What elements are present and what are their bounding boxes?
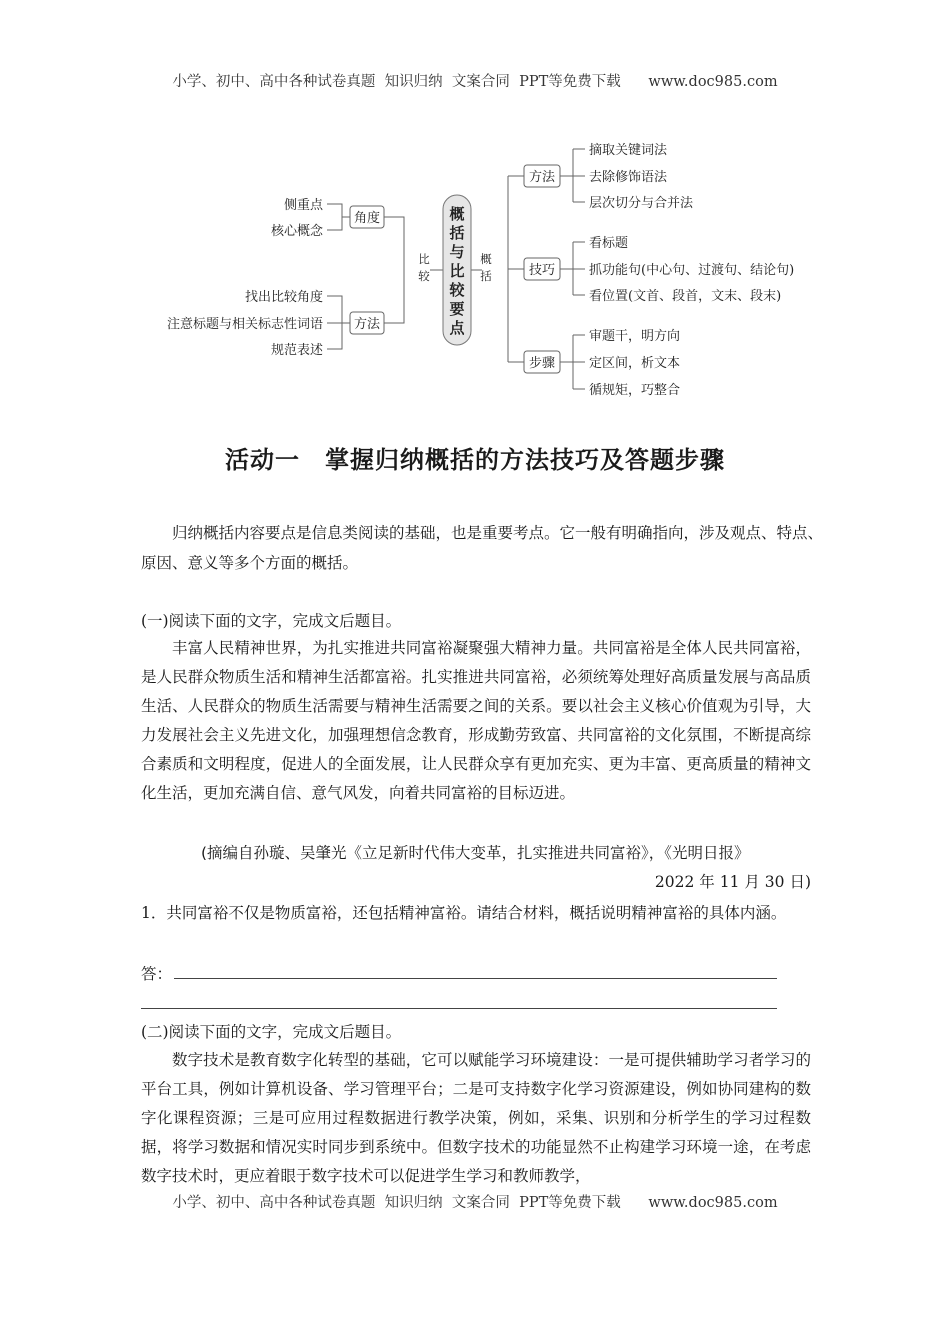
center-char: 比 <box>449 262 465 280</box>
part1-source: (摘编自孙璇、吴肇光《立足新时代伟大变革，扎实推进共同富裕》，《光明日报》 <box>201 844 750 862</box>
intro-paragraph: 归纳概括内容要点是信息类阅读的基础，也是重要考点。它一般有明确指向，涉及观点、特点、原因、意义等多个方面的概括。 <box>141 524 824 572</box>
right-item: 去除修饰语法 <box>589 170 668 185</box>
section-title: 活动一 掌握归纳概括的方法技巧及答题步骤 <box>225 446 725 474</box>
right-node-label: 技巧 <box>528 263 556 278</box>
header-site: www.doc985.com <box>648 74 778 90</box>
right-node-method <box>524 165 560 187</box>
part1-date: 2022 年 11 月 30 日) <box>654 873 811 891</box>
center-char: 较 <box>449 281 465 299</box>
answer-line-1[interactable] <box>174 978 777 979</box>
left-item: 核心概念 <box>270 224 323 239</box>
part2-passage: 数字技术是教育数字化转型的基础，它可以赋能学习环境建设：一是可提供辅助学习者学习的平台工具，例如计算机设备、学习管理平台；二是可支持数字化学习资源建设，例如协同建构的数字化课程资源；三是可应用过程数据进行教学决策，例如，采集、识别和分析学生的学习过程数据，将学习数据和情况实时同步到系统中。但数字技术的功能显然不止构建学习环境一途，在考虑数字技术时，更应着眼于数字技术可以促进学生学习和教师教学， <box>141 1051 811 1185</box>
part2-heading: (二)阅读下面的文字，完成文后题目。 <box>141 1023 402 1041</box>
left-item: 规范表述 <box>270 343 323 358</box>
right-item: 定区间，析文本 <box>589 356 681 371</box>
left-node-angle <box>350 206 384 228</box>
center-char: 要 <box>449 300 465 318</box>
footer-text: 小学、初中、高中各种试卷真题 知识归纳 文案合同 PPT等免费下载 <box>172 1195 621 1211</box>
center-char: 点 <box>449 319 465 337</box>
right-item: 循规矩，巧整合 <box>589 383 681 398</box>
left-node-label: 方法 <box>353 317 381 332</box>
connector-char: 概 <box>480 252 492 266</box>
center-char: 括 <box>449 224 465 242</box>
left-item: 侧重点 <box>283 198 323 213</box>
left-item: 找出比较角度 <box>244 290 323 305</box>
question-1: 1．共同富裕不仅是物质富裕，还包括精神富裕。请结合材料，概括说明精神富裕的具体内涵。 <box>141 904 787 922</box>
left-node-method <box>350 312 384 334</box>
connector-char: 比 <box>418 252 430 266</box>
right-item: 抓功能句(中心句、过渡句、结论句) <box>589 263 795 278</box>
footer-site: www.doc985.com <box>648 1195 778 1211</box>
page-footer <box>0 1191 950 1212</box>
answer-line-2[interactable] <box>141 1008 777 1009</box>
answer-label: 答： <box>141 965 173 983</box>
center-char: 与 <box>449 243 465 261</box>
page-header <box>0 70 950 91</box>
connector-char: 括 <box>480 269 492 283</box>
right-node-label: 步骤 <box>528 356 556 371</box>
part1-heading: (一)阅读下面的文字，完成文后题目。 <box>141 612 402 630</box>
right-node-technique <box>524 258 560 280</box>
part1-passage: 丰富人民精神世界，为扎实推进共同富裕凝聚强大精神力量。共同富裕是全体人民共同富裕，是人民群众物质生活和精神生活都富裕。扎实推进共同富裕，必须统筹处理好高质量发展与高品质生活、人民群众的物质生活需要与精神生活需要之间的关系。要以社会主义核心价值观为引导，大力发展社会主义先进文化，加强理想信念教育，形成勤劳致富、共同富裕的文化氛围，不断提高综合素质和文明程度，促进人的全面发展，让人民群众享有更加充实、更为丰富、更高质量的精神文化生活，更加充满自信、意气风发，向着共同富裕的目标迈进。 <box>141 639 811 802</box>
connector-char: 较 <box>418 269 430 283</box>
right-item: 层次切分与合并法 <box>589 196 694 211</box>
left-node-label: 角度 <box>353 211 381 226</box>
right-item: 审题干，明方向 <box>589 329 681 344</box>
right-node-label: 方法 <box>528 170 556 185</box>
right-item: 摘取关键词法 <box>589 143 668 158</box>
right-item: 看标题 <box>589 236 629 251</box>
header-text: 小学、初中、高中各种试卷真题 知识归纳 文案合同 PPT等免费下载 <box>172 74 621 90</box>
left-item: 注意标题与相关标志性词语 <box>166 317 323 332</box>
right-item: 看位置(文首、段首，文末、段末) <box>589 289 782 304</box>
center-char: 概 <box>449 205 465 223</box>
right-node-steps <box>524 351 560 373</box>
mind-map-diagram <box>130 130 820 415</box>
